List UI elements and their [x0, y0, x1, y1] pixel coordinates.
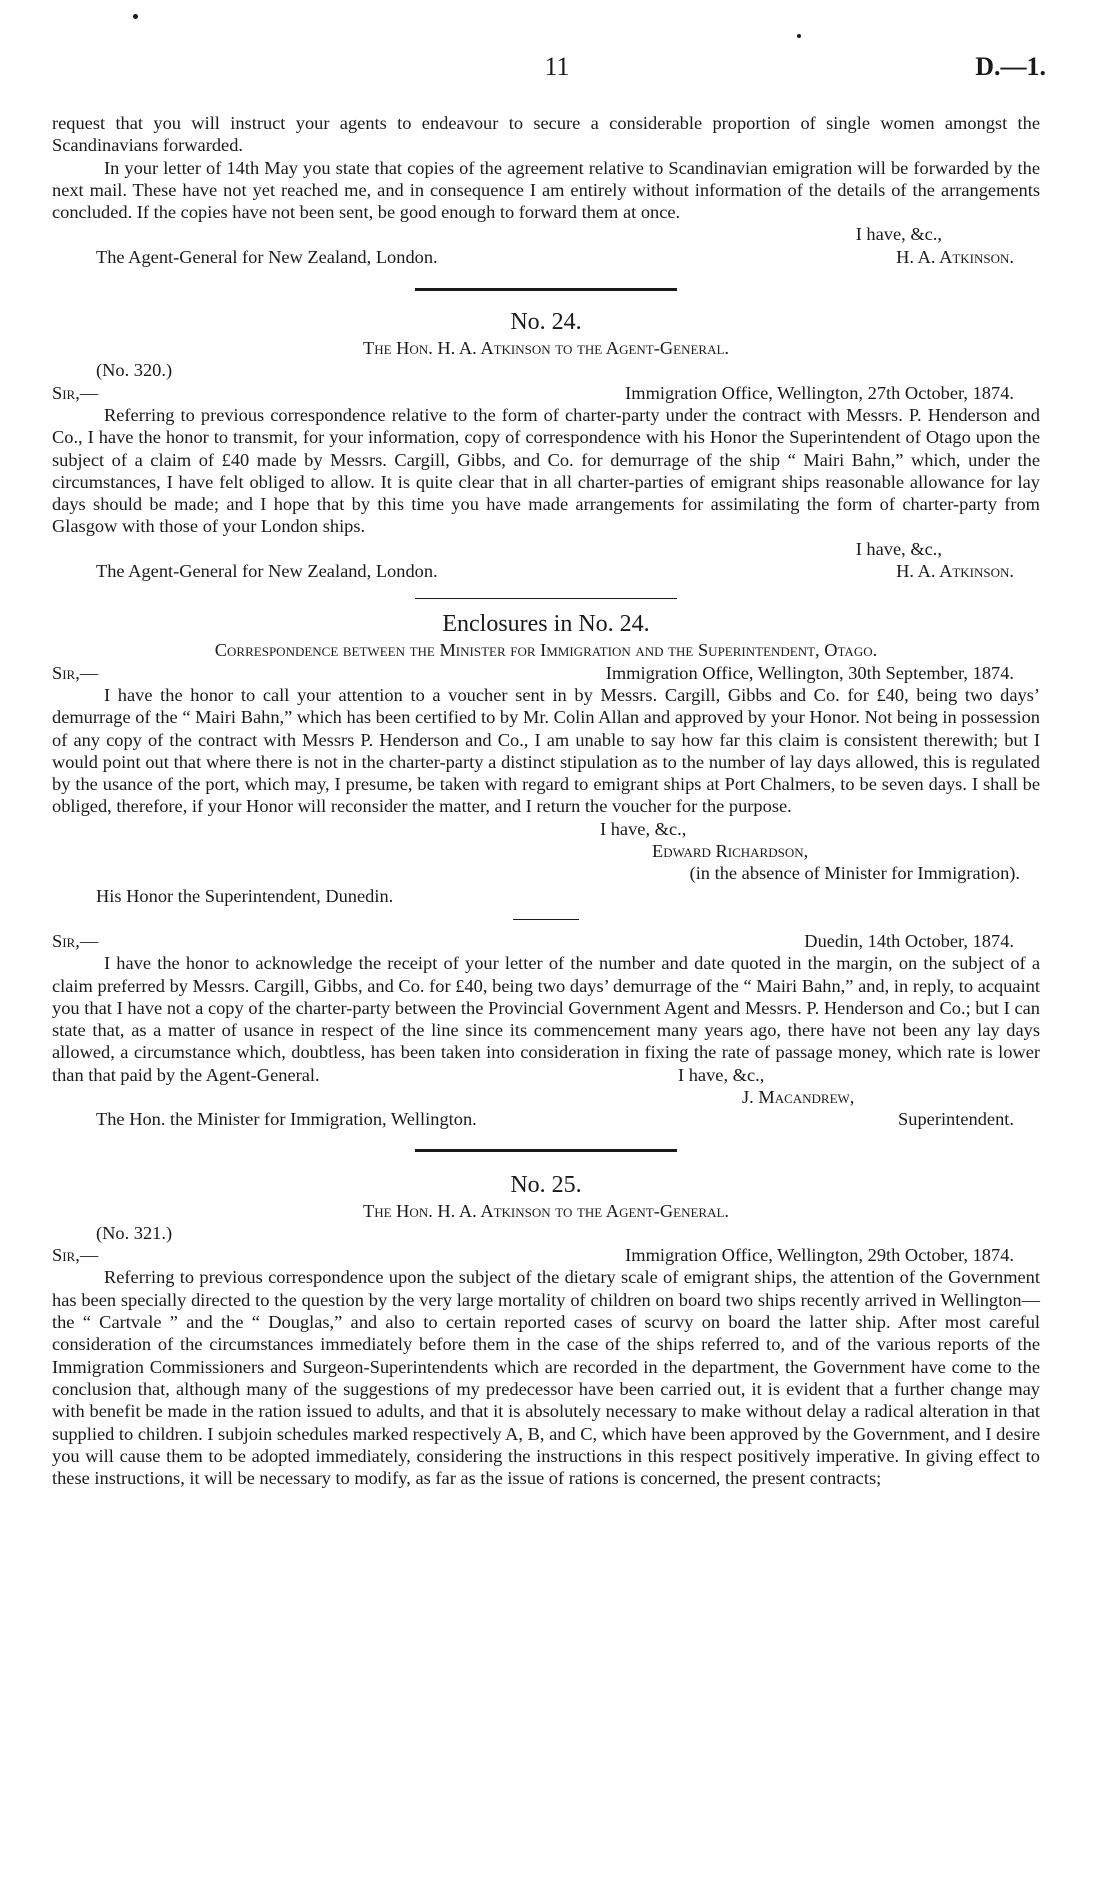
letter-25-salutation: Sir,—: [52, 1245, 99, 1266]
intro-sign-row: [52, 246, 1040, 268]
speck-mark: [797, 34, 801, 38]
page-number: 11: [544, 52, 570, 81]
enclosure-1-addressee: His Honor the Superintendent, Dunedin.: [96, 885, 394, 906]
speck-mark: [133, 14, 138, 19]
enclosure-2-closing: I have, &c.,: [678, 1064, 765, 1085]
letter-24-signatory: H. A. Atkinson.: [896, 561, 1014, 582]
section-divider: [415, 1149, 677, 1152]
letter-24: [52, 307, 1040, 582]
intro-section: [52, 112, 1040, 268]
enclosures-title: Enclosures in No. 24.: [442, 611, 650, 638]
letter-24-body: Referring to previous correspondence relative to the form of charter-party under the contract with Messrs. P. Henderson and Co., I have the honor to transmit, for your information, copy of correspondence with his Honor the Superintendent of Otago upon the subject of a claim of £40 made by Messrs. Cargill, Gibbs, and Co. for demurrage of the ship “ Mairi Bahn,” which, under the circumstances, I have felt obliged to allow. It is quite clear that in all charter-parties of emigrant ships reasonable allowance for lay days should be made; and I hope that by this time you have made arrangements for assimilating the form of charter-party from Glasgow with those of your London ships.: [52, 404, 1040, 537]
letter-25-body: Referring to previous correspondence upon the subject of the dietary scale of emigrant ships, the attention of the Government has been specially directed to the question by the very large mortality of children on board two ships recently arrived in Wellington—the “ Cartvale ” and the “ Douglas,” and also to certain reported cases of scurvy on board the latter ship. After most careful consideration of the circumstances immediately before them in the case of the ships referred to, and of the various reports of the Immigration Commissioners and Surgeon-Superintendents which are recorded in the department, the Government have come to the conclusion that, although many of the suggestions of my predecessor have been carried out, it is evident that a further change may with benefit be made in the ration issued to adults, and that it is absolutely necessary to make without delay a radical alteration in that supplied to children. I subjoin schedules marked respectively A, B, and C, which have been approved by the Government, and I desire you will cause them to be adopted immediately, considering the instructions in this respect positively imperative. In giving effect to these instructions, it will be necessary to modify, as far as the issue of rations is concerned, the present contracts;: [52, 1267, 1040, 1489]
letter-25-ref: (No. 321.): [96, 1222, 173, 1243]
letter-25-place-date: Immigration Office, Wellington, 29th October, 1874.: [625, 1245, 1014, 1266]
enclosures-24: [52, 609, 1040, 1130]
letter-25-dateline: [52, 1244, 1040, 1266]
enclosure-letter-2: [52, 930, 1040, 1131]
letter-24-addressee: The Agent-General for New Zealand, London.: [96, 561, 438, 582]
enclosure-1-dateline: [52, 662, 1040, 684]
enclosure-2-dateline: [52, 930, 1040, 952]
enclosure-2-signatory: J. Macandrew,: [742, 1086, 855, 1107]
enclosure-2-salutation: Sir,—: [52, 930, 99, 951]
enclosure-1-body: I have the honor to call your attention to a voucher sent in by Messrs. Cargill, Gibbs and Co. for £40, being two days’ demurrage of the “ Mairi Bahn,” which has been certified to by Mr. Colin Allan and approved by your Honor. Not being in possession of any copy of the contract with Messrs P. Henderson and Co., I am unable to say how far this claim is consistent therewith; but I would point out that where there is not in the charter-party a distinct stipulation as to the number of lay days allowed, this is regulated by the usance of the port, which may, I presume, be taken with regard to emigrant ships at Port Chalmers, to be seven days. I shall be obliged, therefore, if your Honor will reconsider the matter, and I return the voucher for the purpose.: [52, 684, 1040, 817]
intro-paragraph-2: In your letter of 14th May you state that copies of the agreement relative to Scandinavian emigration will be forwarded by the next mail. These have not yet reached me, and in consequence I am entirely without information of the details of the arrangements concluded. If the copies have not been sent, be good enough to forward them at once.: [52, 157, 1040, 223]
letter-24-salutation: Sir,—: [52, 382, 99, 403]
letter-25-number: No. 25.: [510, 1171, 582, 1198]
enclosure-letter-1: [52, 662, 1040, 907]
letter-25-from-to: The Hon. H. A. Atkinson to the Agent-General.: [362, 1200, 730, 1221]
letter-24-sign-row: [52, 560, 1040, 582]
enclosure-1-signatory: Edward Richardson,: [652, 841, 809, 862]
letter-24-closing: I have, &c.,: [855, 538, 942, 559]
letter-24-from-to: The Hon. H. A. Atkinson to the Agent-General.: [362, 338, 730, 359]
enclosure-2-place-date: Duedin, 14th October, 1874.: [804, 930, 1014, 951]
letter-24-ref: (No. 320.): [96, 360, 173, 381]
letter-24-number: No. 24.: [510, 309, 582, 336]
enclosure-2-sign-row: [52, 1108, 1040, 1130]
document-reference: D.—1.: [975, 52, 1046, 81]
intro-paragraph-1: request that you will instruct your agents to endeavour to secure a considerable proportion of single women amongst the Scandinavians forwarded.: [52, 113, 1040, 156]
intro-closing: I have, &c.,: [855, 224, 942, 245]
page-body: [52, 112, 1040, 1489]
short-divider: [513, 919, 579, 920]
enclosures-subtitle: Correspondence between the Minister for Immigration and the Superintendent, Otago.: [214, 640, 878, 661]
enclosure-1-place-date: Immigration Office, Wellington, 30th September, 1874.: [605, 662, 1014, 683]
section-divider: [415, 598, 677, 599]
letter-25: [52, 1170, 1040, 1490]
section-divider: [415, 288, 677, 291]
enclosure-2-addressee: The Hon. the Minister for Immigration, Wellington.: [96, 1109, 477, 1130]
intro-addressee: The Agent-General for New Zealand, London.: [96, 246, 438, 267]
letter-24-dateline: [52, 382, 1040, 404]
letter-24-place-date: Immigration Office, Wellington, 27th October, 1874.: [625, 382, 1014, 403]
enclosure-1-salutation: Sir,—: [52, 662, 99, 683]
enclosure-2-signatory-title: Superintendent.: [898, 1109, 1014, 1130]
enclosure-2-body: I have the honor to acknowledge the receipt of your letter of the number and date quoted in the margin, on the subject of a claim preferred by Messrs. Cargill, Gibbs, and Co. for £40, being two days’ demurrage of the “ Mairi Bahn,” and, in reply, to acquaint you that I have not a copy of the charter-party between the Provincial Government Agent and Messrs. P. Henderson and Co.; but I can state that, as a matter of usance in respect of the line since its commencement many years ago, there have not been any lay days allowed, a circumstance which, doubtless, has been taken into consideration in fixing the rate of passage money, which rate is lower than that paid by the Agent-General.: [52, 953, 1040, 1085]
enclosure-1-signatory-note: (in the absence of Minister for Immigration).: [689, 863, 1020, 884]
intro-signatory: H. A. Atkinson.: [896, 246, 1014, 267]
enclosure-1-closing: I have, &c.,: [600, 818, 687, 839]
